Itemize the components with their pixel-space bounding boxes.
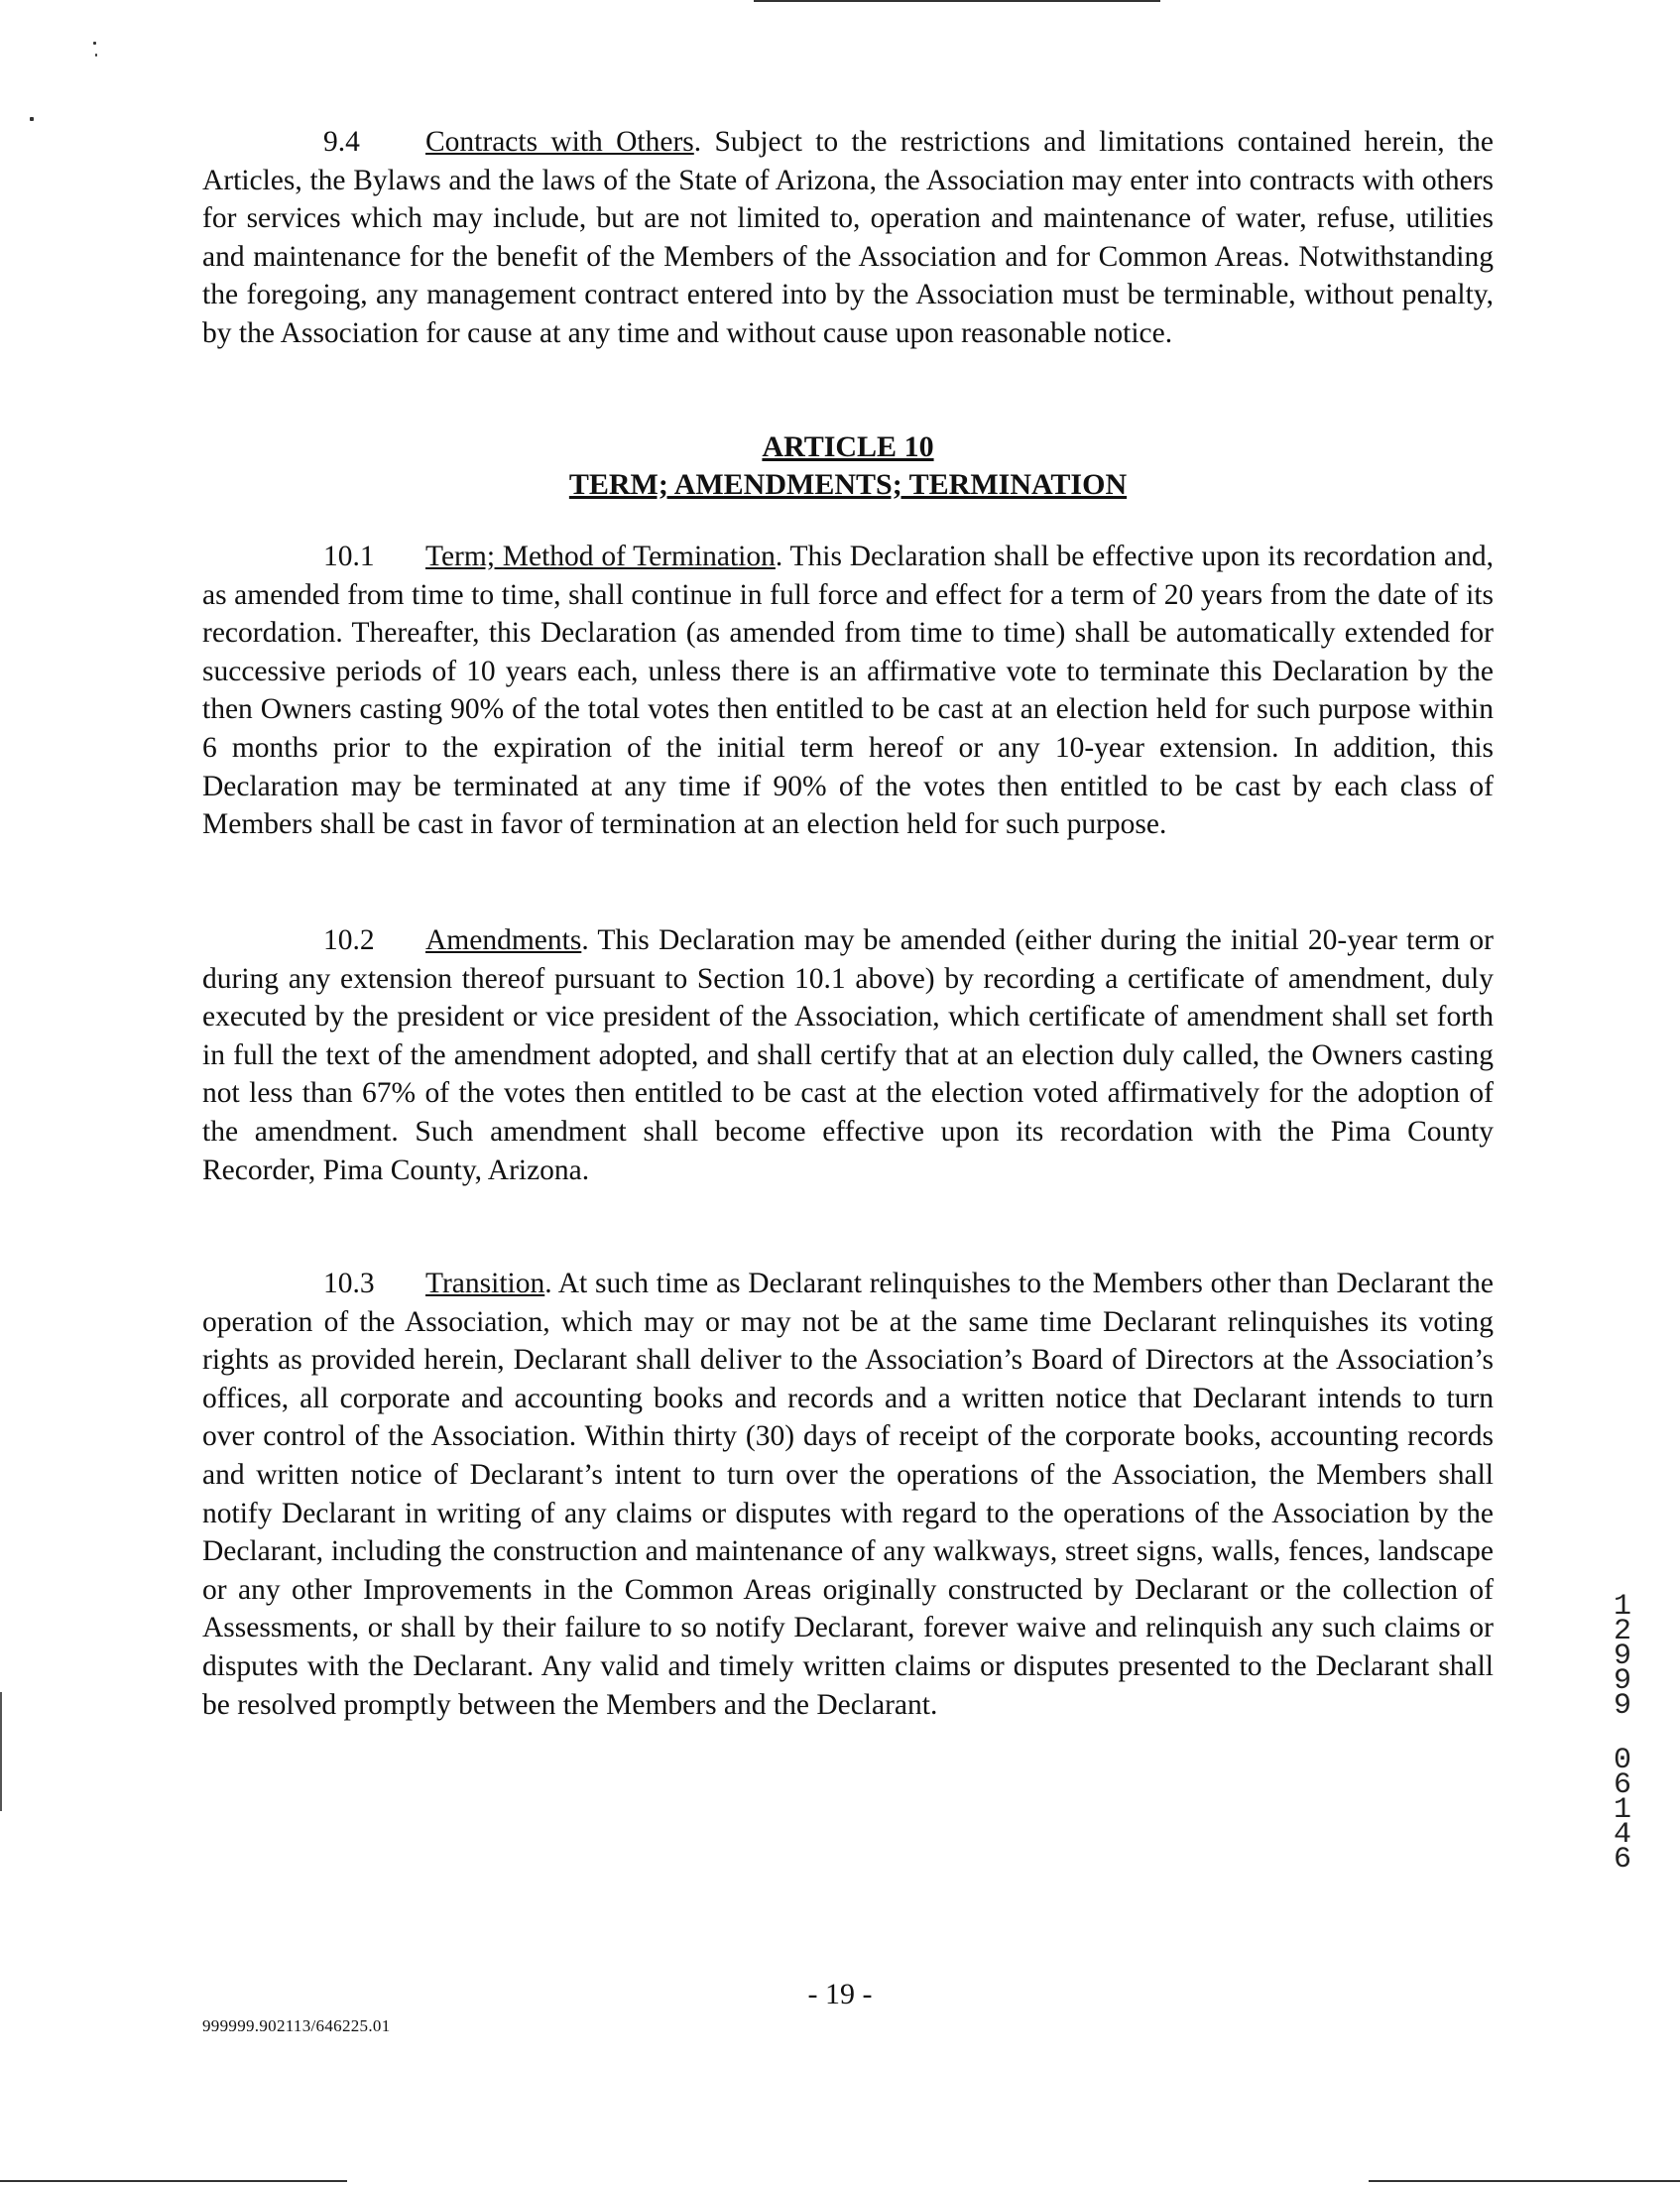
scan-speck: [93, 42, 96, 45]
section-title: Contracts with Others: [425, 126, 694, 158]
section-title: Transition: [425, 1268, 545, 1299]
article-subtitle: TERM; AMENDMENTS; TERMINATION: [568, 468, 1128, 501]
section-10-1-paragraph: [202, 538, 1494, 844]
stamp-digit: 9: [1613, 1664, 1631, 1698]
section-number: 10.1: [323, 541, 375, 572]
section-body: . Subject to the restrictions and limitations contained herein, the Articles, the Bylaws and the laws of the State of Arizona, the Association may enter into contracts with others for services which may include, but are not limited to, operation and maintenance of water, refuse, utilities and maintenance for the benefit of the Members of the Association and for Common Areas. Notwithstanding the foregoing, any management contract entered into by the Association must be terminable, without penalty, by the Association for cause at any time and without cause upon reasonable notice.: [202, 126, 1494, 349]
stamp-digit: 1: [1613, 1793, 1631, 1827]
scan-margin-mark: [0, 1692, 2, 1811]
section-9-4-paragraph: [202, 123, 1494, 353]
scan-artifact-top-line: [754, 0, 1160, 2]
section-body: . This Declaration may be amended (either during the initial 20-year term or during any extension thereof pursuant to Section 10.1 above) by recording a certificate of amendment, duly executed by the president or vice president of the Association, which certificate of amendment shall set forth in full the text of the amendment adopted, and shall certify that at an election duly called, the Owners casting not less than 67% of the votes then entitled to be cast at the election voted affirmatively for the adoption of the amendment. Such amendment shall become effective upon its recordation with the Pima County Recorder, Pima County, Arizona.: [202, 924, 1494, 1186]
stamp-digit: 6: [1613, 1843, 1631, 1877]
stamp-digit: 9: [1613, 1689, 1631, 1723]
section-10-2-paragraph: [202, 921, 1494, 1189]
section-number: 10.2: [323, 924, 375, 956]
stamp-digit: 4: [1613, 1818, 1631, 1852]
recording-stamp-vertical: [1605, 1590, 1640, 1877]
section-number: 10.3: [323, 1268, 375, 1299]
section-title: Term; Method of Termination: [425, 541, 776, 572]
document-code: 999999.902113/646225.01: [202, 2016, 391, 2035]
scan-artifact-bottom-line: [1369, 2180, 1680, 2182]
stamp-digit: 0: [1613, 1744, 1631, 1777]
stamp-digit: 6: [1613, 1768, 1631, 1802]
section-title: Amendments: [425, 924, 582, 956]
stamp-digit: 9: [1613, 1640, 1631, 1673]
section-number: 9.4: [323, 126, 360, 158]
article-heading: ARTICLE 10: [762, 430, 934, 463]
section-body: . At such time as Declarant relinquishes to the Members other than Declarant the operation of the Association, which may or may not be at the same time Declarant relinquishes its voting rights as provided herein, Declarant shall deliver to the Association’s Board of Directors at the Association’s offices, all corporate and accounting books and records and a written notice that Declarant intends to turn over control of the Association. Within thirty (30) days of receipt of the corporate books, accounting records and written notice of Declarant’s intent to turn over the operations of the Association, the Members shall notify Declarant in writing of any claims or disputes with regard to the operations of the Association by the Declarant, including the construction and maintenance of any walkways, street signs, walls, fences, landscape or any other Improvements in the Common Areas originally constructed by Declarant or the collection of Assessments, or shall by their failure to so notify Declarant, forever waive and relinquish any such claims or disputes with the Declarant. Any valid and timely written claims or disputes presented to the Declarant shall be resolved promptly between the Members and the Declarant.: [202, 1268, 1494, 1721]
stamp-digit: 1: [1613, 1590, 1631, 1624]
stamp-digit: 2: [1613, 1615, 1631, 1648]
section-body: . This Declaration shall be effective upon its recordation and, as amended from time to time, shall continue in full force and effect for a term of 20 years from the date of its recordation. Thereafter, this Declaration (as amended from time to time) shall be automatically extended for successive periods of 10 years each, unless there is an affirmative vote to terminate this Declaration by the then Owners casting 90% of the total votes then entitled to be cast at an election held for such purpose within 6 months prior to the expiration of the initial term hereof or any 10-year extension. In addition, this Declaration may be terminated at any time if 90% of the votes then entitled to be cast by each class of Members shall be cast in favor of termination at an election held for such purpose.: [202, 541, 1494, 841]
scan-speck: [95, 54, 97, 57]
scan-speck: [30, 117, 34, 121]
section-10-3-paragraph: [202, 1265, 1494, 1724]
scan-artifact-bottom-line: [0, 2180, 347, 2182]
page-number: - 19 -: [807, 1978, 873, 2010]
